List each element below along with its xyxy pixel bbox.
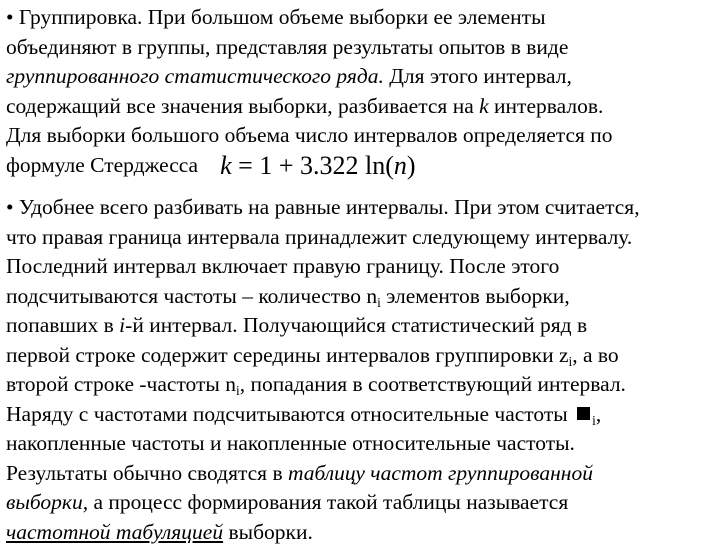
text-fragment: , попадания в соответствующий интервал.	[240, 372, 626, 396]
sturges-formula	[220, 153, 415, 179]
text-line	[6, 62, 714, 92]
text-fragment: попавших в	[6, 313, 119, 337]
text-line: Для выборки большого объема число интервалов определяется по	[6, 121, 714, 151]
text-line	[6, 282, 714, 312]
italic-term: выборки,	[6, 490, 88, 514]
paragraph-intervals	[6, 193, 714, 547]
text-line	[6, 341, 714, 371]
text-fragment: Наряду с частотами подсчитываются относительные частоты	[6, 402, 573, 426]
text-line	[6, 92, 714, 122]
text-line: объединяют в группы, представляя результаты опытов в виде	[6, 33, 714, 63]
text-fragment: , а во	[572, 343, 618, 367]
text-line	[6, 151, 714, 181]
text-fragment: формуле Стерджесса	[6, 153, 198, 177]
text-fragment: -й интервал. Получающийся статистический ряд в	[125, 313, 587, 337]
text-fragment: а процесс формирования такой таблицы называется	[88, 490, 568, 514]
text-fragment: элементов выборки,	[381, 284, 570, 308]
text-line: • Удобнее всего разбивать на равные интервалы. При этом считается,	[6, 193, 714, 223]
formula-text: )	[407, 151, 416, 180]
formula-variable: k	[220, 151, 232, 180]
text-line	[6, 400, 714, 430]
text-line	[6, 518, 714, 547]
text-fragment: Для этого интервал,	[384, 64, 572, 88]
italic-term: частотной табуляцией	[6, 520, 223, 544]
text-line	[6, 370, 714, 400]
subscript: i	[236, 383, 240, 398]
italic-variable: i	[119, 313, 125, 337]
text-line	[6, 459, 714, 489]
subscript: i	[569, 354, 573, 369]
text-fragment: подсчитываются частоты – количество n	[6, 284, 377, 308]
square-symbol-icon	[577, 407, 590, 420]
text-line: Последний интервал включает правую границу. После этого	[6, 252, 714, 282]
text-fragment: ,	[596, 402, 601, 426]
subscript: i	[377, 295, 381, 310]
italic-variable: k	[479, 94, 489, 118]
italic-term: группированного статистического ряда.	[6, 64, 384, 88]
text-line	[6, 311, 714, 341]
text-fragment: второй строке -частоты n	[6, 372, 236, 396]
text-line: накопленные частоты и накопленные относительные частоты.	[6, 429, 714, 459]
formula-variable: n	[394, 151, 407, 180]
text-line: • Группировка. При большом объеме выборки ее элементы	[6, 3, 714, 33]
text-fragment: первой строке содержит середины интервалов группировки z	[6, 343, 569, 367]
text-fragment: Результаты обычно сводятся в	[6, 461, 288, 485]
italic-term: таблицу частот группированной	[288, 461, 593, 485]
text-fragment: содержащий все значения выборки, разбивается на	[6, 94, 479, 118]
subscript: i	[592, 413, 596, 428]
paragraph-grouping	[6, 3, 714, 180]
text-fragment: выборки.	[223, 520, 313, 544]
text-line	[6, 488, 714, 518]
text-fragment: интервалов.	[489, 94, 604, 118]
formula-text: = 1 + 3.322 ln(	[232, 151, 394, 180]
text-line: что правая граница интервала принадлежит следующему интервалу.	[6, 223, 714, 253]
